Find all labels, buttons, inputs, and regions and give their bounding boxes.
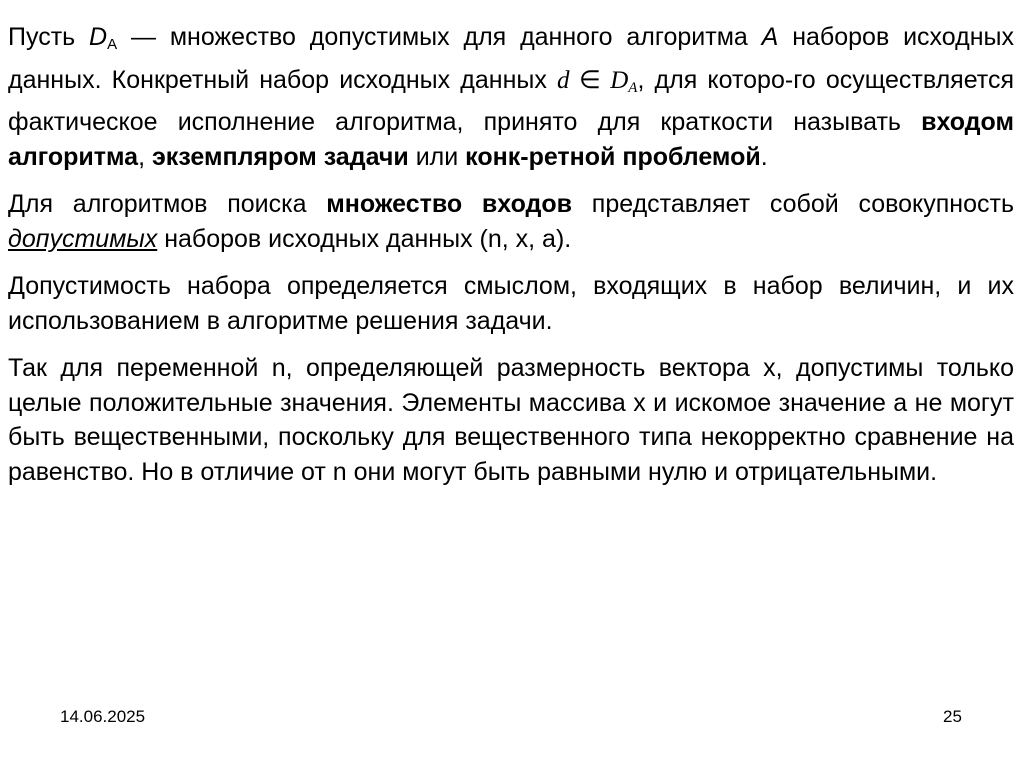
slide-body (8, 20, 1014, 489)
text: Для алгоритмов поиска (8, 190, 327, 218)
paragraph-input-set (8, 187, 1014, 256)
text: , для которо-го осуществляется фактическое исполнение алгоритма, принято для краткости называть (8, 65, 1014, 136)
algorithm-symbol: A (761, 23, 779, 51)
term-problem-instance: экземпляром задачи (152, 142, 409, 171)
text: , (138, 142, 152, 171)
set-symbol: D (89, 23, 108, 51)
text: или (408, 142, 466, 171)
formula-d-in-DA: d ∈ DA (557, 66, 638, 96)
page-number: 25 (943, 707, 962, 726)
text: наборов исходных данных (n, x, a). (157, 224, 572, 253)
text: — множество допустимых для данного алгоритма (117, 23, 762, 51)
term-input-set: множество входов (326, 190, 573, 218)
term-admissible: допустимых (8, 224, 158, 253)
text: наборов исходных данных. Конкретный набор исходных данных (8, 23, 1014, 94)
text: представляет собой совокупность (572, 190, 1014, 218)
text: . (760, 142, 768, 171)
set-subscript: A (107, 36, 118, 53)
paragraph-definition (8, 20, 1014, 174)
term-concrete-problem: конк-ретной проблемой (465, 142, 761, 171)
paragraph-example: Так для переменной n, определяющей размерность вектора x, допустимы только целые положительные значения. Элементы массива x и искомое значение a не могут быть вещественными, поскольку для вещественного типа некорректно сравнение на равенство. Но в отличие от n они могут быть равными нулю и отрицательными. (8, 354, 1014, 486)
footer-date: 14.06.2025 (60, 707, 146, 726)
paragraph-admissibility: Допустимость набора определяется смыслом, входящих в набор величин, и их использованием в алгоритме решения задачи. (8, 272, 1014, 335)
term-algorithm-input: входом алгоритма (8, 108, 1014, 171)
text: Пусть (8, 23, 90, 51)
